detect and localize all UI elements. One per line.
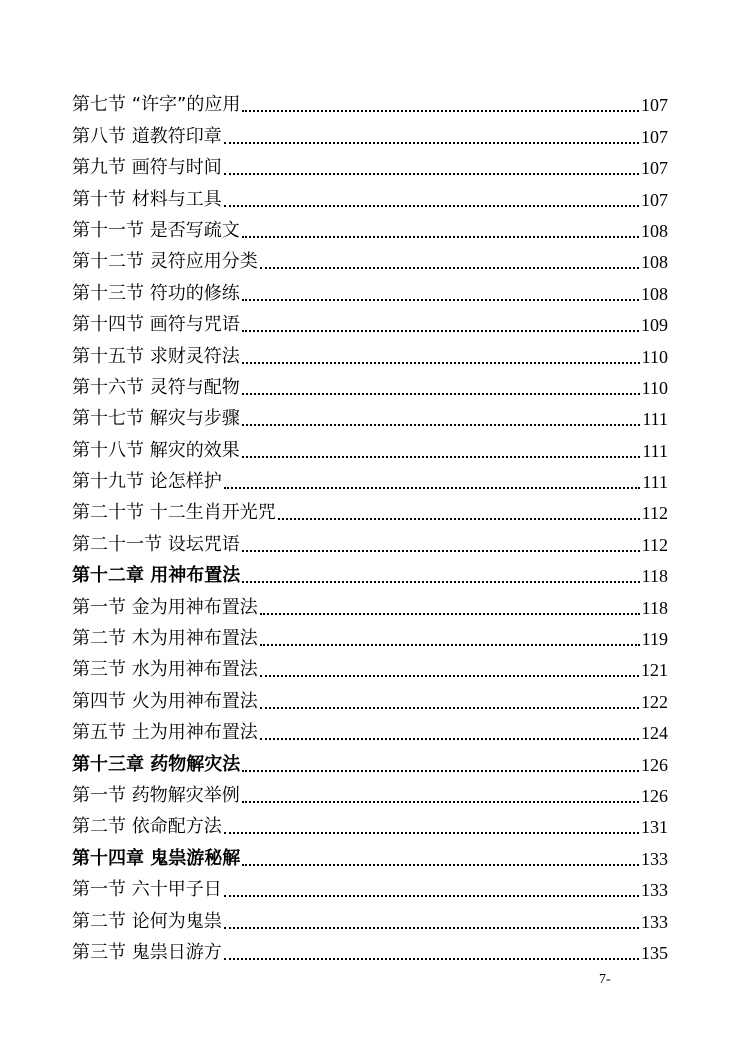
toc-section-entry[interactable]	[72, 180, 668, 211]
toc-entry-title: 第十二章 用神布置法	[72, 565, 241, 587]
toc-entry-page: 107	[641, 158, 668, 179]
dot-leader	[224, 487, 641, 489]
toc-section-entry[interactable]	[72, 243, 668, 274]
toc-entry-title: 第二节 木为用神布置法	[72, 628, 258, 650]
dot-leader	[260, 738, 639, 740]
toc-section-entry[interactable]	[72, 934, 668, 965]
toc-entry-page: 108	[641, 220, 668, 241]
toc-entry-title: 第十节 材料与工具	[72, 188, 222, 210]
toc-entry-page: 108	[641, 283, 668, 304]
toc-section-entry[interactable]	[72, 149, 668, 180]
dot-leader	[242, 581, 639, 583]
toc-chapter-entry[interactable]	[72, 839, 668, 870]
toc-entry-title: 第十二节 灵符应用分类	[72, 251, 258, 273]
dot-leader	[260, 644, 640, 646]
toc-section-entry[interactable]	[72, 808, 668, 839]
toc-entry-title: 第十九节 论怎样护	[72, 471, 222, 493]
toc-section-entry[interactable]	[72, 117, 668, 148]
toc-entry-page: 133	[641, 880, 668, 901]
toc-entry-title: 第三节 鬼祟日游方	[72, 941, 222, 963]
toc-section-entry[interactable]	[72, 494, 668, 525]
toc-entry-title: 第九节 画符与时间	[72, 157, 222, 179]
toc-entry-title: 第十五节 求财灵符法	[72, 345, 240, 367]
toc-entry-page: 118	[641, 597, 668, 618]
toc-entry-title: 第一节 金为用神布置法	[72, 596, 258, 618]
toc-chapter-entry[interactable]	[72, 557, 668, 588]
dot-leader	[260, 675, 639, 677]
toc-section-entry[interactable]	[72, 902, 668, 933]
dot-leader	[224, 895, 639, 897]
toc-entry-title: 第一节 药物解灾举例	[72, 784, 240, 806]
toc-entry-title: 第二十节 十二生肖开光咒	[72, 502, 276, 524]
toc-entry-title: 第五节 土为用神布置法	[72, 722, 258, 744]
dot-leader	[224, 205, 639, 207]
dot-leader	[242, 801, 639, 803]
dot-leader	[224, 142, 639, 144]
toc-section-entry[interactable]	[72, 337, 668, 368]
toc-section-entry[interactable]	[72, 651, 668, 682]
toc-section-entry[interactable]	[72, 400, 668, 431]
toc-section-entry[interactable]	[72, 431, 668, 462]
toc-entry-title: 第十三章 药物解灾法	[72, 753, 241, 775]
toc-section-entry[interactable]	[72, 620, 668, 651]
dot-leader	[242, 424, 641, 426]
toc-entry-page: 121	[641, 660, 668, 681]
toc-section-entry[interactable]	[72, 588, 668, 619]
toc-section-entry[interactable]	[72, 777, 668, 808]
toc-entry-title: 第一节 六十甲子日	[72, 879, 222, 901]
toc-section-entry[interactable]	[72, 871, 668, 902]
toc-entry-page: 108	[641, 252, 668, 273]
toc-entry-title: 第三节 水为用神布置法	[72, 659, 258, 681]
toc-entry-title: 第十三节 符功的修练	[72, 282, 240, 304]
toc-entry-page: 126	[641, 785, 668, 806]
toc-entry-page: 124	[641, 723, 668, 744]
toc-entry-page: 126	[641, 754, 668, 775]
toc-entry-title: 第四节 火为用神布置法	[72, 690, 258, 712]
toc-section-entry[interactable]	[72, 714, 668, 745]
toc-entry-title: 第八节 道教符印章	[72, 125, 222, 147]
toc-entry-page: 118	[641, 566, 668, 587]
dot-leader	[242, 299, 639, 301]
toc-entry-title: 第十八节 解灾的效果	[72, 439, 240, 461]
dot-leader	[260, 267, 639, 269]
toc-section-entry[interactable]	[72, 369, 668, 400]
dot-leader	[242, 362, 640, 364]
dot-leader	[242, 393, 640, 395]
toc-entry-title: 第二十一节 设坛咒语	[72, 533, 240, 555]
dot-leader	[242, 456, 641, 458]
toc-entry-page: 111	[642, 472, 668, 493]
toc-entry-page: 133	[641, 911, 668, 932]
toc-entry-page: 133	[641, 848, 668, 869]
toc-entry-page: 135	[641, 942, 668, 963]
toc-entry-title: 第二节 论何为鬼祟	[72, 910, 222, 932]
toc-entry-title: 第十四章 鬼祟游秘解	[72, 847, 241, 869]
dot-leader	[260, 613, 640, 615]
dot-leader	[224, 173, 639, 175]
dot-leader	[260, 707, 639, 709]
dot-leader	[242, 330, 639, 332]
toc-entry-page: 131	[641, 817, 668, 838]
toc-section-entry[interactable]	[72, 306, 668, 337]
dot-leader	[242, 770, 639, 772]
dot-leader	[242, 236, 639, 238]
toc-entry-page: 111	[642, 409, 668, 430]
toc-entry-title: 第十一节 是否写疏文	[72, 219, 240, 241]
dot-leader	[224, 832, 639, 834]
dot-leader	[242, 550, 640, 552]
toc-entry-page: 107	[641, 95, 668, 116]
toc-section-entry[interactable]	[72, 682, 668, 713]
toc-entry-title: 第十四节 画符与咒语	[72, 314, 240, 336]
dot-leader	[224, 958, 639, 960]
toc-entry-page: 107	[641, 189, 668, 210]
toc-entry-title: 第七节 “许字”的应用	[72, 94, 241, 116]
dot-leader	[278, 518, 640, 520]
toc-entry-title: 第二节 依命配方法	[72, 816, 222, 838]
toc-section-entry[interactable]	[72, 274, 668, 305]
toc-entry-page: 112	[641, 534, 668, 555]
toc-entry-page: 107	[641, 126, 668, 147]
toc-entry-page: 112	[641, 503, 668, 524]
toc-entry-page: 110	[641, 346, 668, 367]
toc-chapter-entry[interactable]	[72, 745, 668, 776]
toc-entry-page: 111	[642, 440, 668, 461]
toc-entry-title: 第十六节 灵符与配物	[72, 376, 240, 398]
dot-leader	[242, 864, 639, 866]
toc-section-entry[interactable]	[72, 525, 668, 556]
table-of-contents	[72, 86, 668, 965]
toc-entry-page: 110	[641, 377, 668, 398]
page-number: 7-	[599, 972, 611, 987]
dot-leader	[224, 927, 639, 929]
dot-leader	[242, 110, 639, 112]
toc-entry-page: 122	[641, 691, 668, 712]
toc-section-entry[interactable]	[72, 212, 668, 243]
toc-entry-page: 109	[641, 315, 668, 336]
toc-entry-title: 第十七节 解灾与步骤	[72, 408, 240, 430]
toc-entry-page: 119	[641, 629, 668, 650]
toc-section-entry[interactable]	[72, 463, 668, 494]
toc-section-entry[interactable]	[72, 86, 668, 117]
